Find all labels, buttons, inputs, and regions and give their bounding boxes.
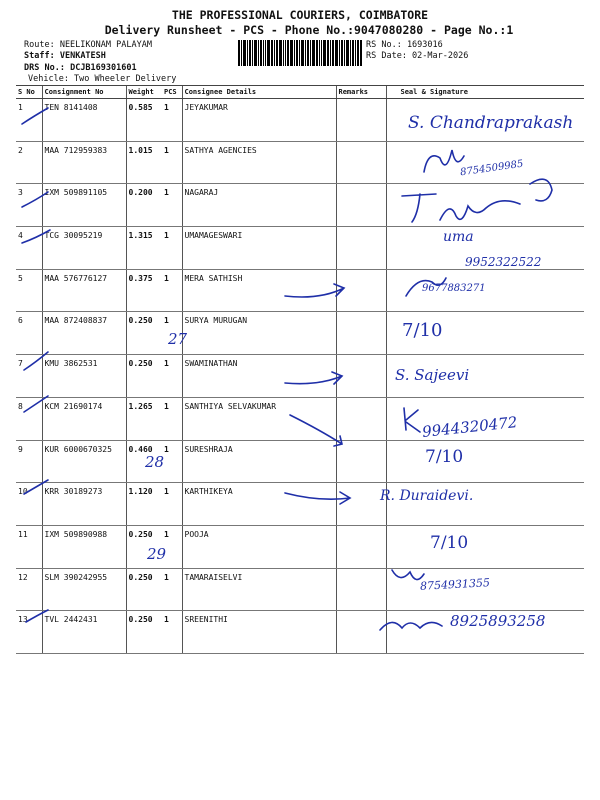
table-row [16, 568, 584, 611]
rs-number: RS No.: 1693016 [366, 40, 443, 50]
signature-row7: S. Sajeevi [395, 366, 470, 384]
table-row [16, 525, 584, 568]
row-weight: 1.315 [126, 227, 162, 270]
header-pcs: PCS [162, 86, 182, 99]
signature-row10: R. Duraidevi. [380, 488, 474, 504]
signature-row2-phone: 8754509985 [459, 158, 525, 179]
row-remarks [336, 312, 386, 355]
row-pcs: 1 [162, 397, 182, 440]
row-sno: 5 [16, 269, 42, 312]
row-weight: 0.250 [126, 312, 162, 355]
row-pcs: 1 [162, 355, 182, 398]
row-sno: 2 [16, 141, 42, 184]
row-consignee: TAMARAISELVI [182, 568, 336, 611]
header-seal-signature: Seal & Signature [386, 86, 584, 99]
row-weight: 0.250 [126, 568, 162, 611]
row-remarks [336, 227, 386, 270]
row-sno: 3 [16, 184, 42, 227]
row-pcs: 1 [162, 141, 182, 184]
staff-label: Staff: [24, 51, 55, 61]
header-sno: S No [16, 86, 42, 99]
row-consignee: SWAMINATHAN [182, 355, 336, 398]
staff-value: VENKATESH [59, 51, 106, 61]
row-weight: 0.200 [126, 184, 162, 227]
row-sno: 11 [16, 525, 42, 568]
row-weight: 1.265 [126, 397, 162, 440]
row-remarks [336, 611, 386, 654]
row-weight: 0.250 [126, 355, 162, 398]
row-consignment-no: SLM 390242955 [42, 568, 126, 611]
route-info: Route: NEELIKONAM PALAYAM [24, 40, 152, 50]
row-consignment-no: KMU 3862531 [42, 355, 126, 398]
table-row [16, 440, 584, 483]
row-seal-signature [386, 141, 584, 184]
company-title: THE PROFESSIONAL COURIERS, COIMBATORE [171, 8, 429, 22]
drs-info [24, 63, 137, 73]
row-weight: 1.120 [126, 483, 162, 526]
row-pcs: 1 [162, 568, 182, 611]
row-sno: 10 [16, 483, 42, 526]
drs-value: DCJB169301601 [70, 63, 137, 73]
row-sno: 12 [16, 568, 42, 611]
row-consignment-no: IXM 509890988 [42, 525, 126, 568]
row-consignee: SANTHIYA SELVAKUMAR [182, 397, 336, 440]
row-seal-signature [386, 440, 584, 483]
row-weight: 0.250 [126, 525, 162, 568]
signature-row9: 7/10 [425, 447, 464, 467]
row-consignment-no: KUR 6000670325 [42, 440, 126, 483]
header-consignee: Consignee Details [182, 86, 336, 99]
signature-row4-phone: 9952322522 [465, 255, 542, 269]
row-weight: 0.585 [126, 99, 162, 142]
rs-date: RS Date: 02-Mar-2026 [366, 51, 469, 61]
header-weight: Weight [126, 86, 162, 99]
row-consignment-no: IXM 509891105 [42, 184, 126, 227]
row-seal-signature [386, 184, 584, 227]
row-pcs: 1 [162, 227, 182, 270]
signature-row8-phone: 9944320472 [421, 413, 519, 441]
signature-row6: 7/10 [402, 320, 443, 341]
handwritten-note-row6: 27 [168, 330, 188, 348]
row-remarks [336, 525, 386, 568]
table-row [16, 269, 584, 312]
row-remarks [336, 568, 386, 611]
row-consignment-no: MAA 576776127 [42, 269, 126, 312]
row-consignment-no: TEN 8141408 [42, 99, 126, 142]
row-consignee: SATHYA AGENCIES [182, 141, 336, 184]
row-consignee: MERA SATHISH [182, 269, 336, 312]
row-weight: 1.015 [126, 141, 162, 184]
row-pcs: 1 [162, 99, 182, 142]
table-row [16, 355, 584, 398]
row-pcs: 1 [162, 312, 182, 355]
signature-row1: S. Chandraprakash [408, 113, 574, 133]
signature-row5-phone: 9677883271 [422, 283, 486, 294]
staff-info [24, 51, 106, 61]
row-consignment-no: MAA 872408837 [42, 312, 126, 355]
row-remarks [336, 99, 386, 142]
row-sno: 13 [16, 611, 42, 654]
row-pcs: 1 [162, 269, 182, 312]
row-remarks [336, 440, 386, 483]
row-sno: 1 [16, 99, 42, 142]
handwritten-note-row9: 28 [145, 453, 165, 471]
row-sno: 6 [16, 312, 42, 355]
row-consignment-no: TVL 2442431 [42, 611, 126, 654]
row-consignee: JEYAKUMAR [182, 99, 336, 142]
row-consignee: SURYA MURUGAN [182, 312, 336, 355]
row-consignee: POOJA [182, 525, 336, 568]
handwritten-note-row11: 29 [147, 545, 167, 563]
barcode-image [238, 40, 362, 66]
row-remarks [336, 355, 386, 398]
table-row [16, 184, 584, 227]
row-consignment-no: TCG 30095219 [42, 227, 126, 270]
row-consignee: KARTHIKEYA [182, 483, 336, 526]
row-remarks [336, 397, 386, 440]
vehicle-info: Vehicle: Two Wheeler Delivery [28, 74, 177, 84]
row-seal-signature [386, 525, 584, 568]
row-sno: 7 [16, 355, 42, 398]
table-row [16, 483, 584, 526]
row-sno: 4 [16, 227, 42, 270]
table-header-row [16, 86, 584, 99]
row-remarks [336, 184, 386, 227]
header-consignment: Consignment No [42, 86, 126, 99]
signature-row13-phone: 8925893258 [450, 612, 546, 630]
row-remarks [336, 141, 386, 184]
row-pcs: 1 [162, 440, 182, 483]
row-sno: 8 [16, 397, 42, 440]
row-consignment-no: MAA 712959383 [42, 141, 126, 184]
header-remarks: Remarks [336, 86, 386, 99]
row-sno: 9 [16, 440, 42, 483]
runsheet-subtitle: Delivery Runsheet - PCS - Phone No.:9047080280 - Page No.:1 [104, 23, 514, 37]
row-pcs: 1 [162, 611, 182, 654]
row-weight: 0.460 [126, 440, 162, 483]
row-consignee: SURESHRAJA [182, 440, 336, 483]
row-consignment-no: KCM 21690174 [42, 397, 126, 440]
table-row [16, 312, 584, 355]
row-consignee: SREENITHI [182, 611, 336, 654]
row-consignee: NAGARAJ [182, 184, 336, 227]
row-consignment-no: KRR 30189273 [42, 483, 126, 526]
row-pcs: 1 [162, 483, 182, 526]
signature-row11: 7/10 [430, 533, 469, 553]
drs-label: DRS No.: [24, 63, 65, 73]
row-pcs: 1 [162, 525, 182, 568]
row-remarks [336, 483, 386, 526]
row-weight: 0.375 [126, 269, 162, 312]
row-remarks [336, 269, 386, 312]
row-consignee: UMAMAGESWARI [182, 227, 336, 270]
row-pcs: 1 [162, 184, 182, 227]
signature-row12-phone: 8754931355 [419, 576, 491, 593]
signature-row4-name: uma [443, 229, 474, 245]
row-weight: 0.250 [126, 611, 162, 654]
